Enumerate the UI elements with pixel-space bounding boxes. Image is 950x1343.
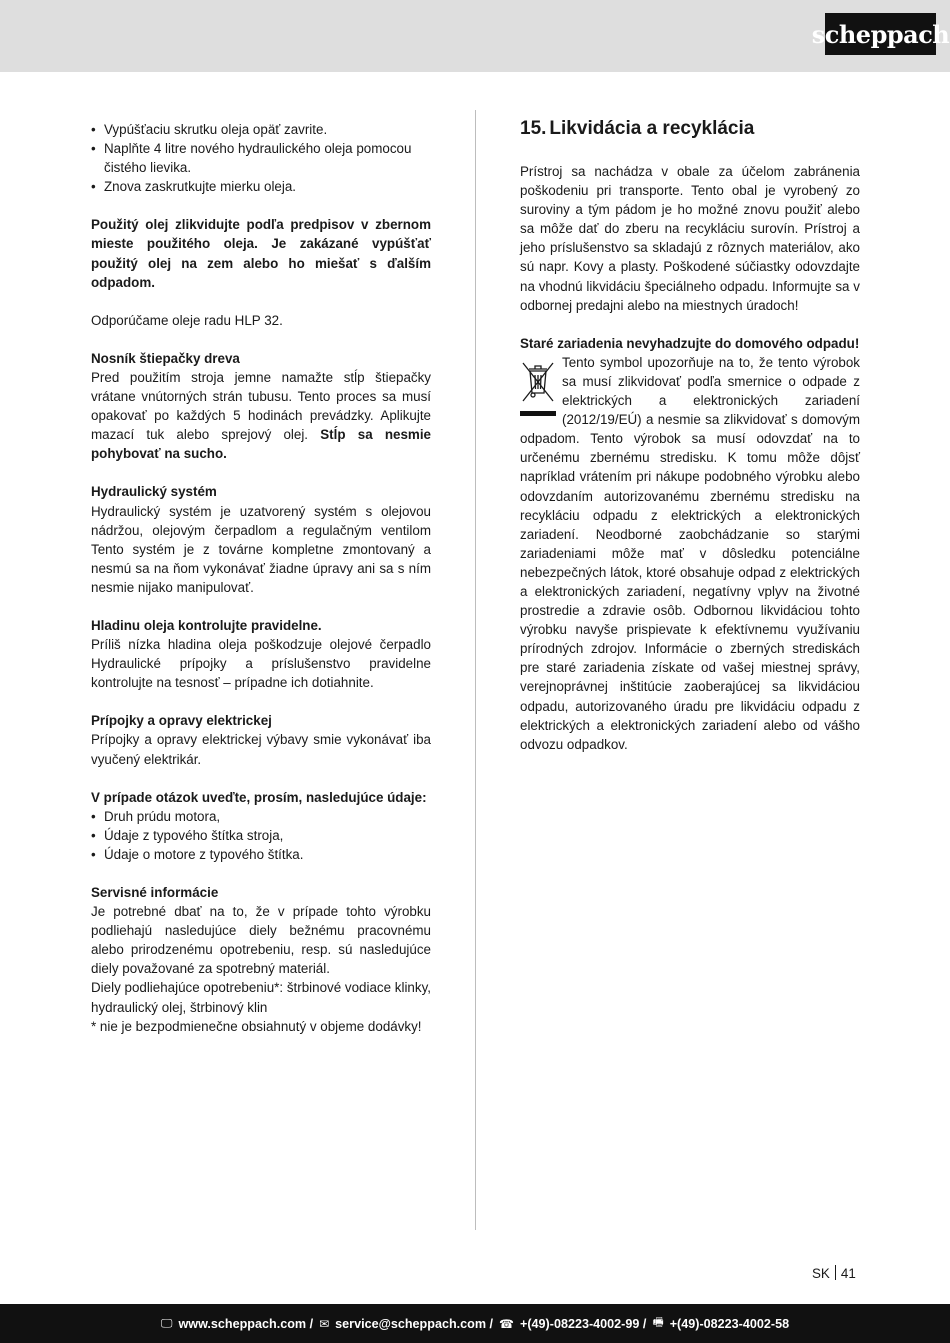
weee-text: Tento symbol upozorňuje na to, že tento výrobok sa musí zlikvidovať podľa smernice o odpade z elektrických a elektronických zariadení (2012/19/EÚ) a nesmie sa zlikvidovať s domovým odpadom. Tento výrobok sa musí odovzdať na to určenému zbernému stredisku. K tomu môže dôjsť napríklad vrátením pri nákupe podobného výrobku alebo odovzdaním autorizovanému zbernému stredisku na recykláciu odpadu z elektrických a elektronických zariadení. Neodborné zaobchádzanie so starými zariadeniami môže mať v dôsledku potenciálne nebezpečných látok, ktoré obsahuje odpad z elektrických a elektronických zariadení, negatívny vplyv na životné prostredie a zdravie osôb. Odbornou likvidáciou tohto výrobku navyše prispievate k efektívnemu využívaniu prírodných zdrojov. Informácie o zberných strediskách pre staré zariadenia získate od vašej miestnej správy, verejnoprávnej inštitúcie zaoberajúcej sa likvidáciou odpadu, autorizovaného úradu pre likvidáciu odpadu z elektrických a elektronických zariadení alebo od vášho odvozu odpadkov. — [520, 354, 860, 752]
list-item: • Údaje o motore z typového štítka. — [91, 845, 431, 864]
service-heading: Servisné informácie — [91, 885, 219, 900]
hydraulic-text: Hydraulický systém je uzatvorený systém s olejovou nádržou, olejovým čerpadlom a regulačným ventilom Tento systém je z továrne kompletne zmontovaný a nesmú sa na ňom vykonávať žiadne úpravy ani sa s ním nesmie nijako manipulovať. — [91, 503, 431, 595]
list-item: • Vypúšťaciu skrutku oleja opäť zavrite. — [91, 120, 431, 139]
list-item: • Údaje z typového štítka stroja, — [91, 826, 431, 845]
page-lang: SK — [812, 1266, 830, 1281]
right-column — [520, 120, 860, 754]
left-column — [91, 120, 431, 1036]
used-oil-warning: Použitý olej zlikvidujte podľa predpisov v zbernom mieste použitého oleja. Je zakázané vypúšťať použitý olej na zem alebo ho miešať s ďalším odpadom. — [91, 217, 431, 290]
weee-block — [520, 353, 860, 754]
footer-bar — [0, 1304, 950, 1343]
electric-heading: Prípojky a opravy elektrickej — [91, 713, 272, 729]
oil-recommendation: Odporúčame oleje radu HLP 32. — [91, 312, 283, 328]
footer-phone: +(49)-08223-4002-99 / — [520, 1316, 647, 1331]
section-number: 15. — [520, 118, 547, 139]
service-text-3: * nie je bezpodmienečne obsiahnutý v objeme dodávky! — [91, 1018, 422, 1034]
weee-heading: Staré zariadenia nevyhadzujte do domového odpadu! — [520, 335, 860, 351]
oil-level-heading: Hladinu oleja kontrolujte pravidelne. — [91, 617, 322, 633]
service-text-1: Je potrebné dbať na to, že v prípade tohto výrobku podliehajú nasledujúce diely bežnému pracovnému alebo prirodzenému opotrebeniu, resp. sú nasledujúce diely považované za spotrebný materiál. — [91, 904, 431, 977]
hydraulic-heading: Hydraulický systém — [91, 484, 217, 500]
footer-email[interactable]: service@scheppach.com / — [335, 1316, 494, 1331]
beam-heading: Nosník štiepačky dreva — [91, 350, 240, 366]
crossed-out-wheelie-bin-icon — [520, 355, 556, 419]
list-item: • Druh prúdu motora, — [91, 807, 431, 826]
scheppach-logo — [811, 13, 950, 55]
questions-list — [91, 807, 431, 864]
footer-web[interactable]: www.scheppach.com / — [178, 1316, 314, 1331]
mail-icon: ✉ — [319, 1316, 330, 1331]
header-band — [0, 0, 950, 72]
list-item: • Naplňte 4 litre nového hydraulického oleja pomocou čistého lievika. — [91, 139, 431, 177]
section-title-text: Likvidácia a recyklácia — [549, 118, 755, 139]
logo-text: scheppach — [811, 19, 950, 49]
oil-level-text: Príliš nízka hladina oleja poškodzuje olejové čerpadlo Hydraulické prípojky a príslušenstvo pravidelne kontrolujte na tesnosť – prípadne ich dotiahnite. — [91, 637, 431, 691]
page-separator — [835, 1265, 836, 1280]
disposal-intro: Prístroj sa nachádza v obale za účelom zabránenia poškodeniu pri transporte. Tento obal je vyrobený zo suroviny a tým pádom je ho možné znovu použiť alebo sa môže dať do zberu na recykláciu surovín. Prístroj a jeho príslušenstvo sa skladajú z rôznych materiálov, ako sú napr. Kovy a plasty. Poškodené súčiastky odovzdajte na vhodnú likvidáciu špeciálneho odpadu. Informujte sa v odbornej predajni alebo na miestnych úradoch! — [520, 164, 860, 313]
electric-text: Prípojky a opravy elektrickej výbavy smie vykonávať iba vyučený elektrikár. — [91, 732, 431, 767]
questions-heading: V prípade otázok uveďte, prosím, nasledujúce údaje: — [91, 789, 427, 805]
beam-text: Pred použitím stroja jemne namažte stĺp štiepačky vrátane vnútorných strán tubusu. Tento proces sa musí opakovať po každých 5 hodinách prevádzky. Aplikujte mazací tuk alebo sprejový olej. — [91, 369, 431, 443]
section-title — [520, 117, 860, 141]
footer-fax: +(49)-08223-4002-58 — [669, 1316, 790, 1331]
page-number-value: 41 — [840, 1266, 856, 1281]
phone-icon: ☎ — [499, 1316, 514, 1331]
beam-paragraph — [91, 368, 431, 463]
computer-icon: 🖵 — [160, 1316, 173, 1330]
fax-icon: 🖷 — [652, 1315, 664, 1329]
beam-warning: Stĺp sa nesmie pohybovať na sucho. — [91, 427, 431, 462]
service-text-2: Diely podliehajúce opotrebeniu*: štrbinové vodiace klinky, hydraulický olej, štrbinový klin — [91, 980, 431, 1015]
page-number — [812, 1265, 856, 1281]
oil-change-steps — [91, 120, 431, 196]
column-divider — [475, 110, 476, 1230]
list-item: • Znova zaskrutkujte mierku oleja. — [91, 177, 431, 196]
